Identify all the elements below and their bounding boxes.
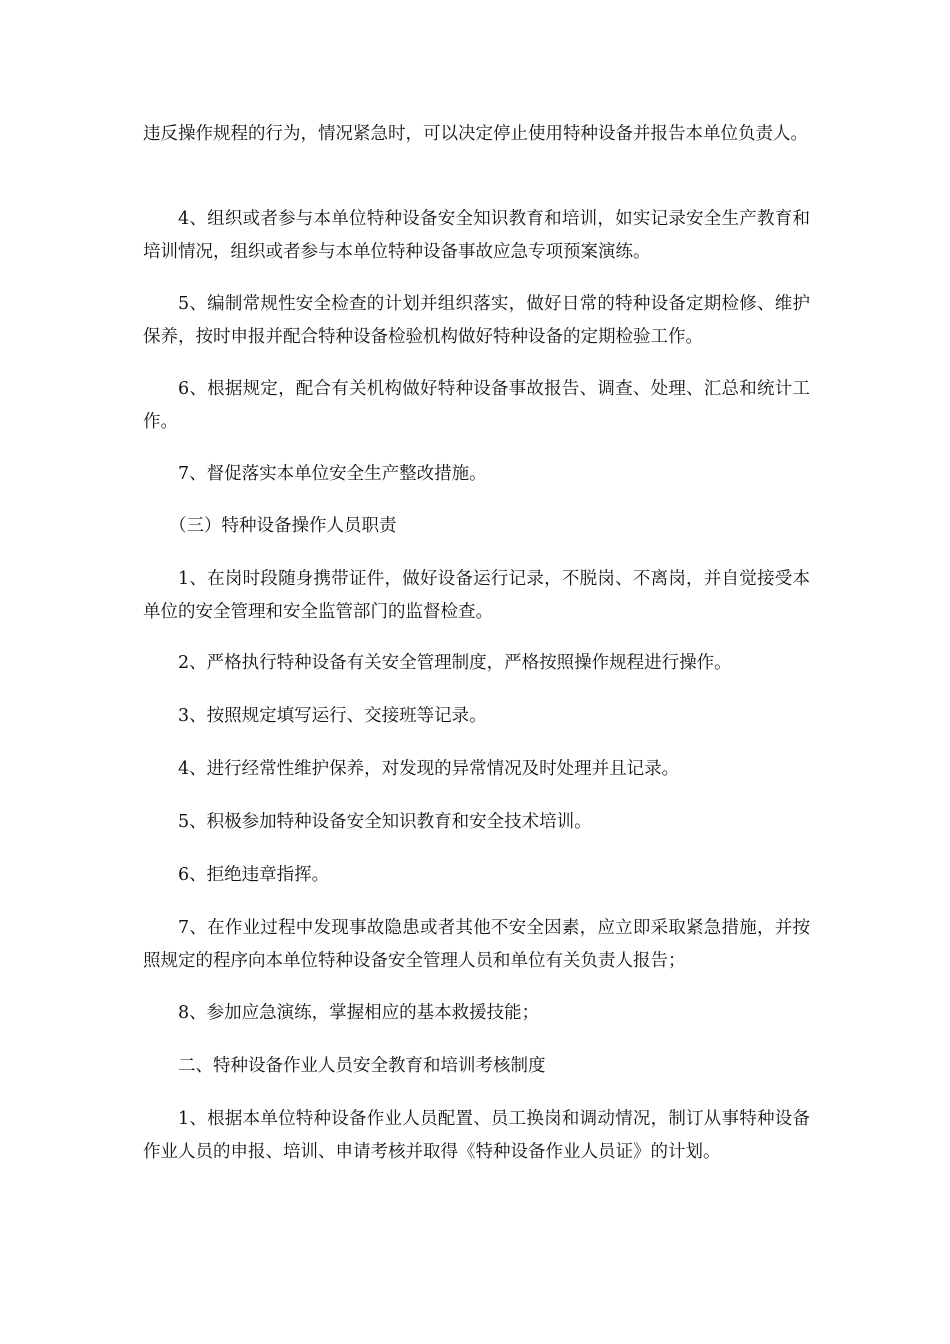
paragraph-training-item-1: 1、根据本单位特种设备作业人员配置、员工换岗和调动情况，制订从事特种设备作业人员的申报、培训、申请考核并取得《特种设备作业人员证》的计划。	[143, 1109, 810, 1162]
paragraph-operator-item-3: 3、按照规定填写运行、交接班等记录。	[178, 706, 487, 726]
section-heading-operator-duties: （三）特种设备操作人员职责	[169, 516, 397, 536]
paragraph-operator-item-5: 5、积极参加特种设备安全知识教育和安全技术培训。	[178, 812, 592, 832]
paragraph-item-5-inspection: 5、编制常规性安全检查的计划并组织落实，做好日常的特种设备定期检修、维护保养，按时申报并配合特种设备检验机构做好特种设备的定期检验工作。	[143, 294, 810, 347]
paragraph-item-6-accident-report: 6、根据规定，配合有关机构做好特种设备事故报告、调查、处理、汇总和统计工作。	[143, 379, 810, 432]
paragraph-operator-item-7: 7、在作业过程中发现事故隐患或者其他不安全因素，应立即采取紧急措施，并按照规定的程序向本单位特种设备安全管理人员和单位有关负责人报告；	[143, 918, 810, 971]
paragraph-operator-item-1: 1、在岗时段随身携带证件，做好设备运行记录，不脱岗、不离岗，并自觉接受本单位的安全管理和安全监管部门的监督检查。	[143, 569, 810, 622]
paragraph-item-4-training: 4、组织或者参与本单位特种设备安全知识教育和培训，如实记录安全生产教育和培训情况，组织或者参与本单位特种设备事故应急专项预案演练。	[143, 209, 810, 262]
section-heading-training-system: 二、特种设备作业人员安全教育和培训考核制度	[178, 1056, 546, 1076]
paragraph-operator-item-2: 2、严格执行特种设备有关安全管理制度，严格按照操作规程进行操作。	[178, 653, 732, 673]
paragraph-continuation: 违反操作规程的行为，情况紧急时，可以决定停止使用特种设备并报告本单位负责人。	[143, 124, 808, 144]
paragraph-item-7-rectification: 7、督促落实本单位安全生产整改措施。	[178, 464, 487, 484]
paragraph-operator-item-8: 8、参加应急演练，掌握相应的基本救援技能；	[178, 1003, 540, 1023]
paragraph-operator-item-4: 4、进行经常性维护保养，对发现的异常情况及时处理并且记录。	[178, 759, 680, 779]
paragraph-operator-item-6: 6、拒绝违章指挥。	[178, 865, 330, 885]
